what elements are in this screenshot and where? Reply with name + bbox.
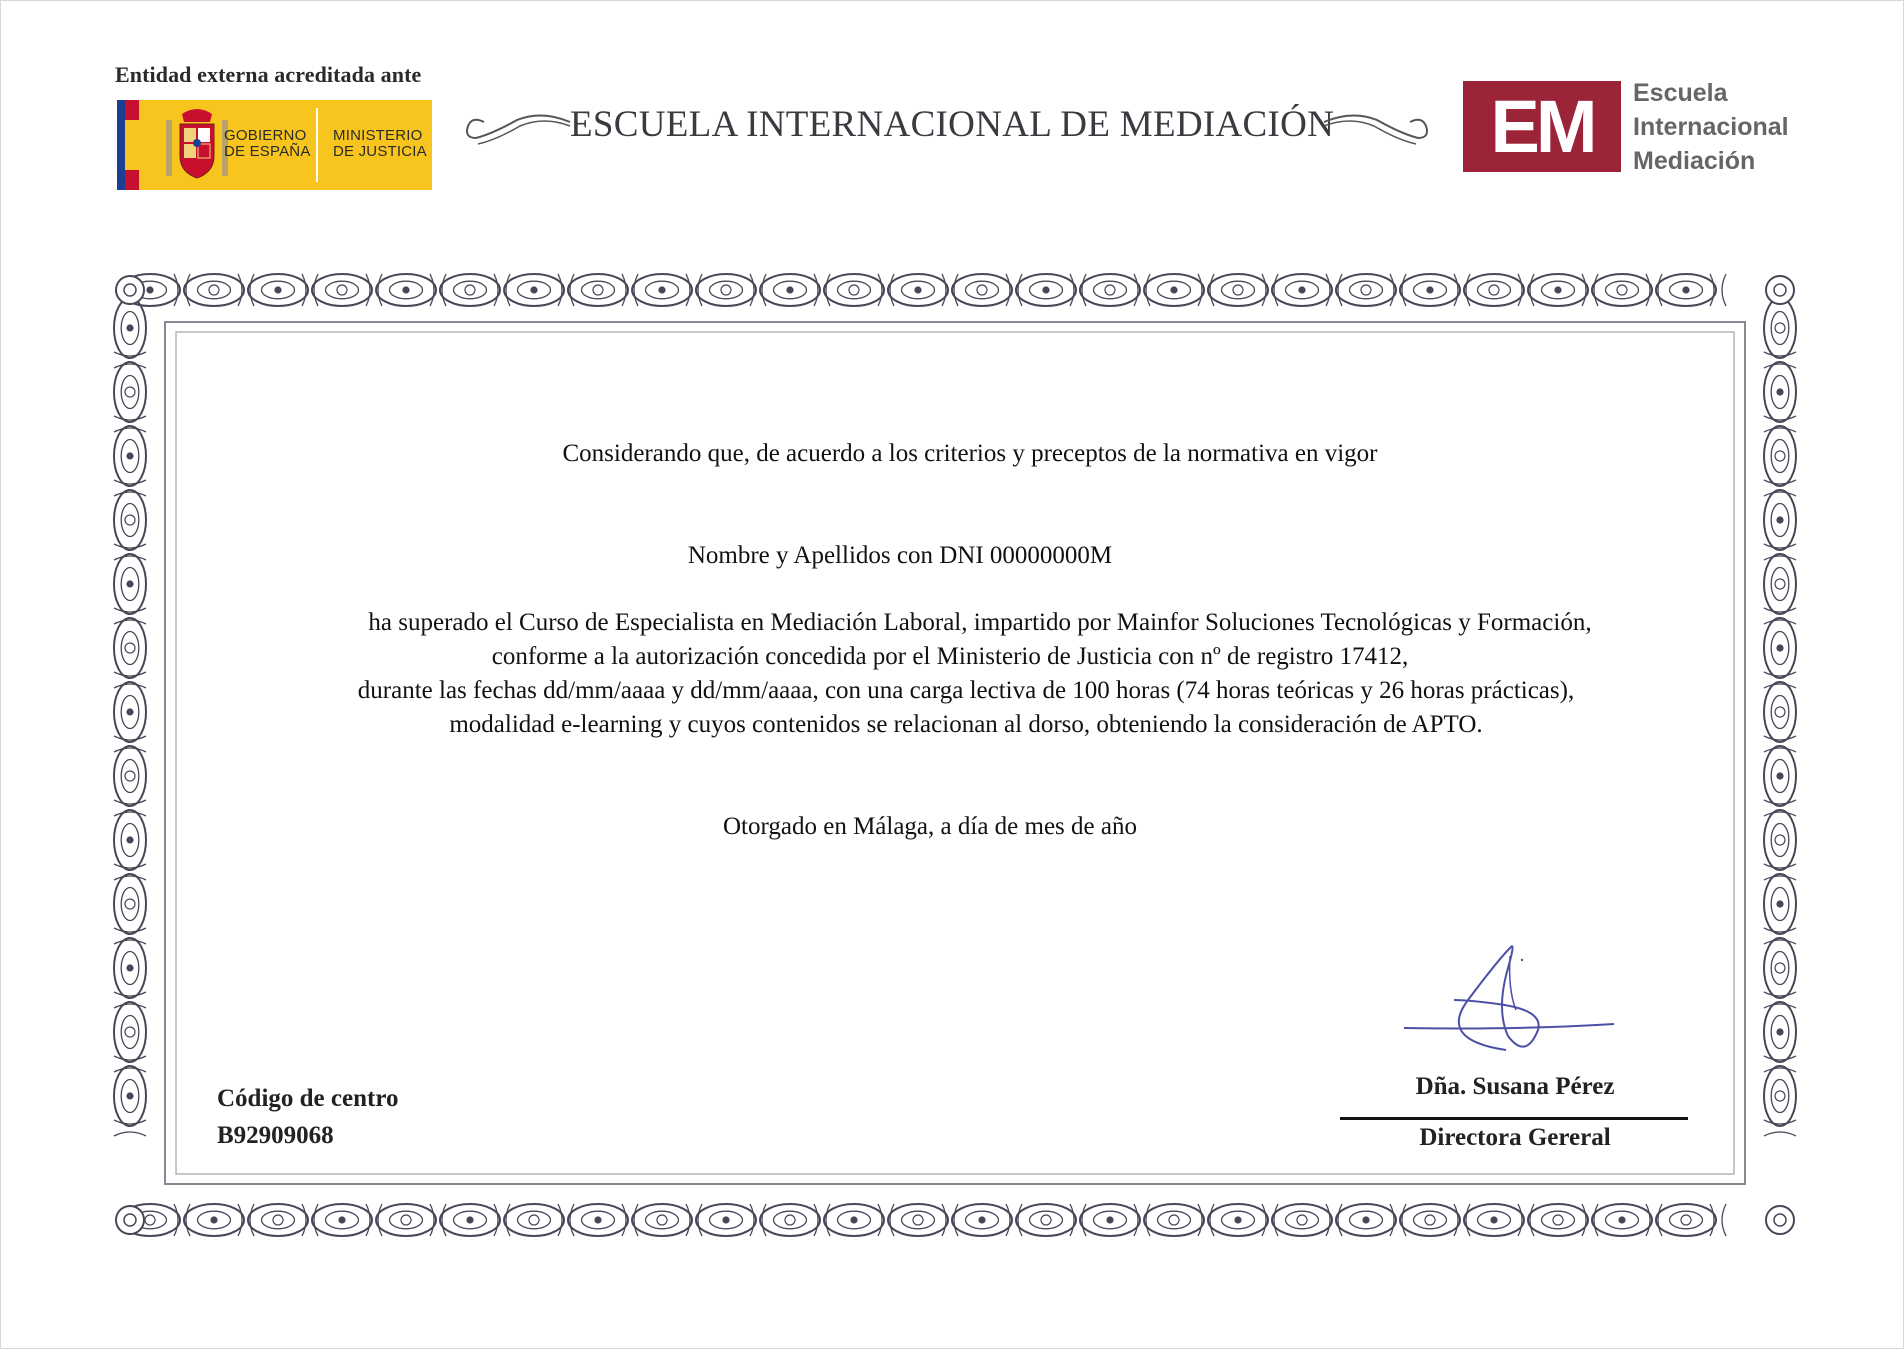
accreditation-label: Entidad externa acreditada ante (115, 62, 422, 87)
signature-rule (1340, 1117, 1688, 1120)
body-line-3: durante las fechas dd/mm/aaaa y dd/mm/aaaa, con una carga lectiva de 100 horas (74 horas teóricas y 26 horas prácticas), (357, 677, 1575, 704)
body-line-1: ha superado el Curso de Especialista en Mediación Laboral, impartido por Mainfor Soluciones Tecnológicas y Formación, (368, 609, 1592, 636)
signer-role: Directora Gereral (1419, 1124, 1611, 1151)
title-flourish-left-icon (462, 100, 572, 156)
em-wordmark-line3: Mediación (1633, 147, 1756, 175)
spain-flag-icon (117, 100, 139, 190)
center-code-block (217, 1080, 398, 1154)
gov-logo-line1: GOBIERNO (224, 127, 307, 144)
center-code-label: Código de centro (217, 1085, 399, 1112)
em-wordmark-line1: Escuela (1633, 79, 1728, 107)
center-code-value: B92909068 (217, 1122, 334, 1149)
government-of-spain-logo (117, 100, 432, 190)
body-line-2: conforme a la autorización concedida por el Ministerio de Justicia con nº de registro 17412, (491, 643, 1409, 670)
ministry-logo-line1: MINISTERIO (333, 127, 423, 144)
granted-text: Otorgado en Málaga, a día de mes de año (723, 813, 1137, 840)
em-wordmark-line2: Internacional (1633, 113, 1789, 141)
recipient-name: Nombre y Apellidos con DNI 00000000M (687, 542, 1113, 569)
em-wordmark (1633, 76, 1789, 178)
title-flourish-right-icon (1322, 100, 1432, 156)
body-line-4: modalidad e-learning y cuyos contenidos se relacionan al dorso, obteniendo la consideración de APTO. (449, 711, 1483, 738)
em-logo-letters: EM (1490, 85, 1594, 168)
logo-divider (316, 108, 318, 182)
gov-logo-line2: DE ESPAÑA (224, 143, 311, 160)
em-logo (1463, 81, 1621, 172)
intro-text: Considerando que, de acuerdo a los criterios y preceptos de la normativa en vigor (562, 440, 1378, 467)
signer-name: Dña. Susana Pérez (1415, 1073, 1615, 1100)
school-title: ESCUELA INTERNACIONAL DE MEDIACIÓN (570, 104, 1335, 145)
coat-of-arms-icon (162, 106, 232, 184)
ministry-logo-line2: DE JUSTICIA (333, 143, 427, 160)
handwritten-signature (1398, 940, 1638, 1056)
